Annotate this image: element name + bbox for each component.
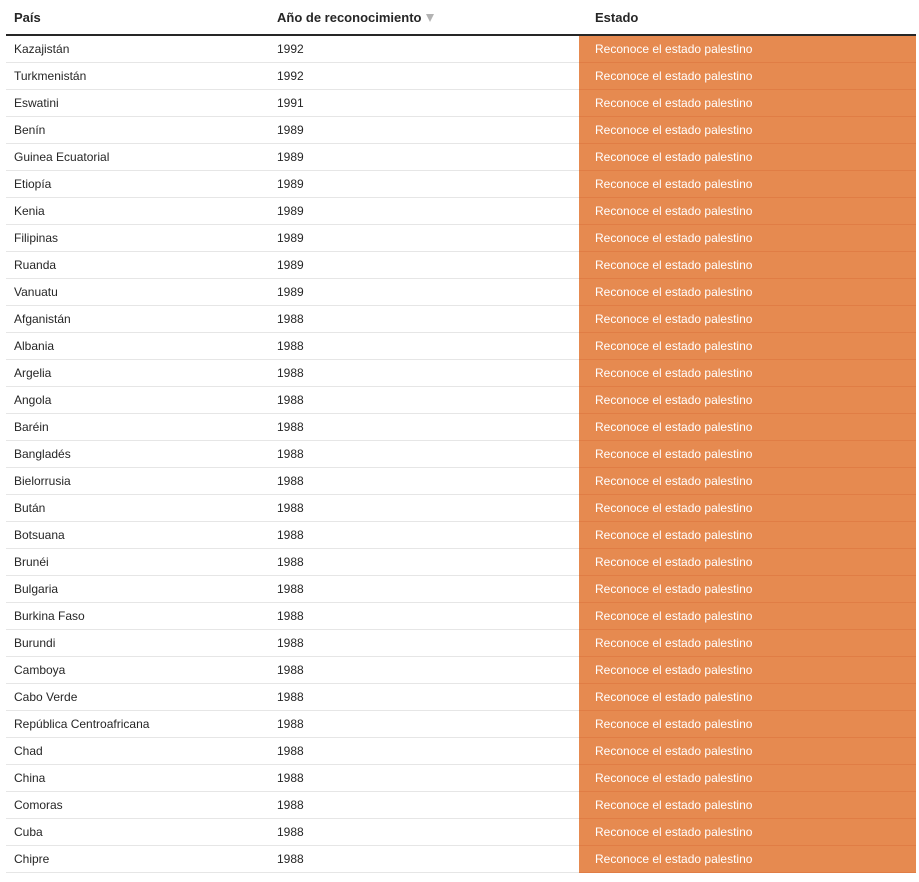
year-cell: 1992 <box>277 42 304 56</box>
year-cell: 1988 <box>277 798 304 812</box>
status-cell: Reconoce el estado palestino <box>579 657 916 684</box>
year-cell: 1989 <box>277 285 304 299</box>
table-row <box>6 171 916 198</box>
column-header-status[interactable]: Estado <box>595 10 639 25</box>
table-row <box>6 63 916 90</box>
year-cell: 1988 <box>277 366 304 380</box>
year-cell: 1989 <box>277 123 304 137</box>
country-cell: Turkmenistán <box>14 69 87 83</box>
table-row <box>6 306 916 333</box>
year-cell: 1989 <box>277 177 304 191</box>
year-cell: 1989 <box>277 258 304 272</box>
status-cell: Reconoce el estado palestino <box>579 711 916 738</box>
country-cell: Eswatini <box>14 96 59 110</box>
status-cell: Reconoce el estado palestino <box>579 603 916 630</box>
country-cell: China <box>14 771 46 785</box>
country-cell: Bielorrusia <box>14 474 71 488</box>
status-cell: Reconoce el estado palestino <box>579 360 916 387</box>
status-cell: Reconoce el estado palestino <box>579 225 916 252</box>
country-cell: Vanuatu <box>14 285 58 299</box>
country-cell: Camboya <box>14 663 66 677</box>
year-cell: 1988 <box>277 528 304 542</box>
country-cell: Baréin <box>14 420 49 434</box>
country-cell: Kazajistán <box>14 42 70 56</box>
table-body <box>6 36 916 873</box>
status-cell: Reconoce el estado palestino <box>579 252 916 279</box>
status-cell: Reconoce el estado palestino <box>579 171 916 198</box>
table-row <box>6 630 916 657</box>
country-cell: Comoras <box>14 798 63 812</box>
table-row <box>6 522 916 549</box>
table-row <box>6 765 916 792</box>
country-cell: Bangladés <box>14 447 71 461</box>
year-cell: 1991 <box>277 96 304 110</box>
table-row <box>6 252 916 279</box>
table-row <box>6 603 916 630</box>
sort-down-icon[interactable] <box>426 14 434 22</box>
status-cell: Reconoce el estado palestino <box>579 846 916 873</box>
table-row <box>6 117 916 144</box>
country-cell: Angola <box>14 393 52 407</box>
status-cell: Reconoce el estado palestino <box>579 576 916 603</box>
year-cell: 1988 <box>277 555 304 569</box>
country-cell: Bulgaria <box>14 582 59 596</box>
status-cell: Reconoce el estado palestino <box>579 495 916 522</box>
year-cell: 1989 <box>277 150 304 164</box>
year-cell: 1988 <box>277 420 304 434</box>
country-cell: Cabo Verde <box>14 690 78 704</box>
country-cell: Chipre <box>14 852 50 866</box>
country-cell: Burundi <box>14 636 56 650</box>
country-cell: Chad <box>14 744 43 758</box>
table-row <box>6 198 916 225</box>
table-row <box>6 657 916 684</box>
country-cell: Burkina Faso <box>14 609 85 623</box>
country-cell: Afganistán <box>14 312 71 326</box>
table-row <box>6 846 916 873</box>
status-cell: Reconoce el estado palestino <box>579 279 916 306</box>
status-cell: Reconoce el estado palestino <box>579 441 916 468</box>
table-row <box>6 144 916 171</box>
year-cell: 1988 <box>277 582 304 596</box>
country-cell: Ruanda <box>14 258 57 272</box>
status-cell: Reconoce el estado palestino <box>579 333 916 360</box>
table-header <box>6 0 916 36</box>
year-cell: 1989 <box>277 231 304 245</box>
table-row <box>6 441 916 468</box>
status-cell: Reconoce el estado palestino <box>579 684 916 711</box>
year-cell: 1988 <box>277 501 304 515</box>
year-cell: 1988 <box>277 312 304 326</box>
table-row <box>6 414 916 441</box>
country-cell: Guinea Ecuatorial <box>14 150 110 164</box>
year-cell: 1988 <box>277 609 304 623</box>
year-cell: 1988 <box>277 771 304 785</box>
status-cell: Reconoce el estado palestino <box>579 144 916 171</box>
year-cell: 1992 <box>277 69 304 83</box>
table-row <box>6 387 916 414</box>
country-cell: Filipinas <box>14 231 59 245</box>
status-cell: Reconoce el estado palestino <box>579 306 916 333</box>
year-cell: 1988 <box>277 447 304 461</box>
table-row <box>6 333 916 360</box>
status-cell: Reconoce el estado palestino <box>579 63 916 90</box>
table-row <box>6 495 916 522</box>
country-cell: Brunéi <box>14 555 49 569</box>
year-cell: 1988 <box>277 717 304 731</box>
status-cell: Reconoce el estado palestino <box>579 630 916 657</box>
status-cell: Reconoce el estado palestino <box>579 819 916 846</box>
year-cell: 1988 <box>277 339 304 353</box>
country-cell: Benín <box>14 123 46 137</box>
table-row <box>6 711 916 738</box>
status-cell: Reconoce el estado palestino <box>579 549 916 576</box>
country-cell: Kenia <box>14 204 45 218</box>
table-row <box>6 360 916 387</box>
year-cell: 1988 <box>277 636 304 650</box>
country-cell: Cuba <box>14 825 43 839</box>
table-row <box>6 36 916 63</box>
status-cell: Reconoce el estado palestino <box>579 522 916 549</box>
table-row <box>6 819 916 846</box>
country-cell: Argelia <box>14 366 52 380</box>
year-cell: 1988 <box>277 663 304 677</box>
status-cell: Reconoce el estado palestino <box>579 198 916 225</box>
table-row <box>6 225 916 252</box>
status-cell: Reconoce el estado palestino <box>579 387 916 414</box>
status-cell: Reconoce el estado palestino <box>579 765 916 792</box>
recognition-table <box>6 0 916 873</box>
year-cell: 1988 <box>277 744 304 758</box>
table-row <box>6 684 916 711</box>
table-row <box>6 576 916 603</box>
year-cell: 1988 <box>277 852 304 866</box>
status-cell: Reconoce el estado palestino <box>579 90 916 117</box>
column-header-year-label: Año de reconocimiento <box>277 10 422 25</box>
table-row <box>6 90 916 117</box>
status-cell: Reconoce el estado palestino <box>579 792 916 819</box>
table-row <box>6 468 916 495</box>
country-cell: República Centroafricana <box>14 717 150 731</box>
country-cell: Albania <box>14 339 55 353</box>
country-cell: Botsuana <box>14 528 65 542</box>
column-header-country[interactable]: País <box>14 10 41 25</box>
country-cell: Etiopía <box>14 177 52 191</box>
country-cell: Bután <box>14 501 46 515</box>
status-cell: Reconoce el estado palestino <box>579 36 916 63</box>
status-cell: Reconoce el estado palestino <box>579 414 916 441</box>
status-cell: Reconoce el estado palestino <box>579 468 916 495</box>
year-cell: 1988 <box>277 393 304 407</box>
table-row <box>6 792 916 819</box>
status-cell: Reconoce el estado palestino <box>579 738 916 765</box>
year-cell: 1988 <box>277 690 304 704</box>
year-cell: 1988 <box>277 825 304 839</box>
column-header-year[interactable] <box>277 10 434 25</box>
table-row <box>6 279 916 306</box>
table-row <box>6 738 916 765</box>
year-cell: 1989 <box>277 204 304 218</box>
year-cell: 1988 <box>277 474 304 488</box>
table-row <box>6 549 916 576</box>
status-cell: Reconoce el estado palestino <box>579 117 916 144</box>
